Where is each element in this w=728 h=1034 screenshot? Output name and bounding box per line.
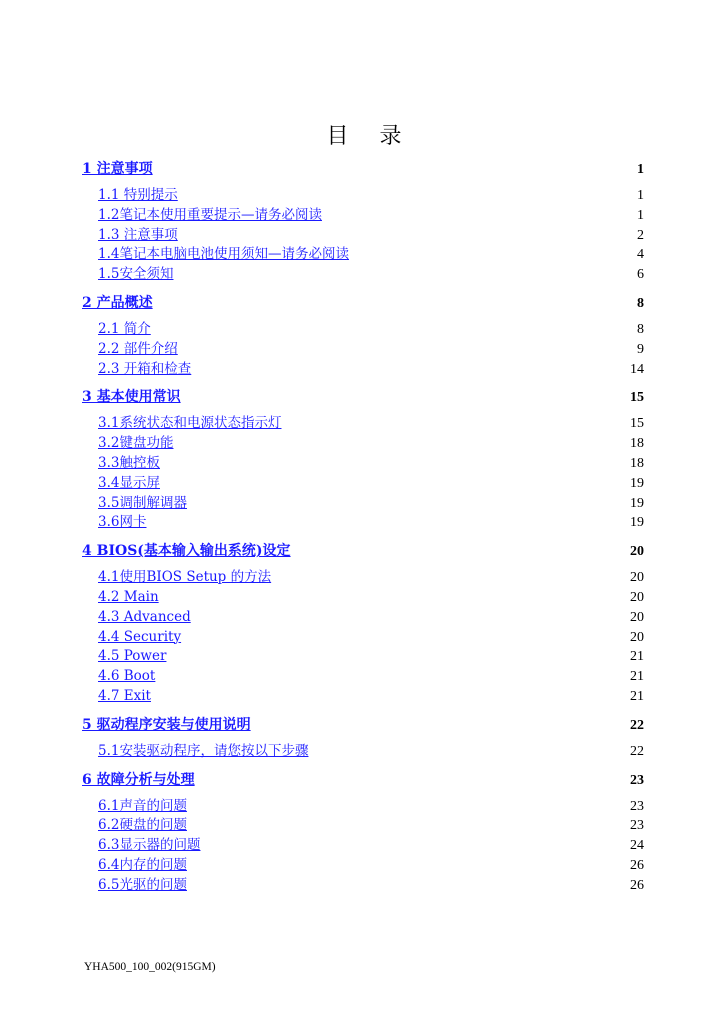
toc-section-row <box>82 816 644 836</box>
toc-chapter-link[interactable]: 5 驱动程序安装与使用说明 <box>82 716 251 733</box>
toc-page-number: 23 <box>630 772 644 788</box>
toc-section-link[interactable]: 6.1声音的问题 <box>98 797 187 814</box>
toc-section-link[interactable]: 3.2键盘功能 <box>98 435 174 452</box>
toc-section-list <box>82 320 644 379</box>
toc-section-row <box>82 687 644 707</box>
toc-chapter-3 <box>82 386 644 533</box>
toc-chapter-2 <box>82 292 644 379</box>
toc-chapter-4 <box>82 540 644 707</box>
toc-section-link[interactable]: 3.1系统状态和电源状态指示灯 <box>98 415 282 432</box>
toc-section-link[interactable]: 2.2 部件介绍 <box>98 340 178 357</box>
toc-section-link[interactable]: 4.6 Boot <box>98 668 156 685</box>
toc-section-link[interactable]: 5.1安装驱动程序，请您按以下步骤 <box>98 742 309 759</box>
toc-section-row <box>82 494 644 514</box>
toc-page-number: 8 <box>637 321 644 337</box>
toc-section-link[interactable]: 2.3 开箱和检查 <box>98 360 192 377</box>
toc-section-row <box>82 742 644 762</box>
toc-section-row <box>82 206 644 226</box>
toc-chapter-link[interactable]: 3 基本使用常识 <box>82 389 181 406</box>
toc-section-link[interactable]: 6.4内存的问题 <box>98 856 187 873</box>
toc-page-number: 21 <box>630 669 644 685</box>
toc-section-row <box>82 434 644 454</box>
toc-page-number: 24 <box>630 838 644 854</box>
toc-section-row <box>82 226 644 246</box>
toc-section-list <box>82 568 644 707</box>
toc-section-link[interactable]: 4.3 Advanced <box>98 608 191 625</box>
toc-page-number: 1 <box>637 162 644 177</box>
toc-section-row <box>82 876 644 896</box>
toc-chapter-row <box>82 158 644 180</box>
toc-section-link[interactable]: 1.5安全须知 <box>98 266 174 283</box>
toc-page-number: 15 <box>630 416 644 432</box>
toc-chapter-row <box>82 386 644 408</box>
toc-page-number: 20 <box>630 544 644 560</box>
toc-chapter-link[interactable]: 2 产品概述 <box>82 294 153 311</box>
toc-chapter-row <box>82 540 644 562</box>
toc-chapter-6 <box>82 769 644 896</box>
toc-page-number: 1 <box>637 207 644 223</box>
toc-page-number: 22 <box>630 717 644 733</box>
toc-page-number: 26 <box>630 857 644 873</box>
toc-section-list <box>82 186 644 285</box>
toc-page-number: 23 <box>630 798 644 814</box>
toc-page-number: 20 <box>630 570 644 586</box>
toc-section-link[interactable]: 1.1 特别提示 <box>98 187 178 203</box>
toc-section-row <box>82 513 644 533</box>
toc-page-number: 1 <box>637 188 644 203</box>
toc-section-link[interactable]: 3.5调制解调器 <box>98 494 187 511</box>
toc-page-number: 21 <box>630 649 644 665</box>
toc-section-row <box>82 340 644 360</box>
toc-section-row <box>82 836 644 856</box>
toc-section-row <box>82 608 644 628</box>
toc-page-number: 14 <box>630 361 644 377</box>
toc-section-link[interactable]: 4.4 Security <box>98 628 182 645</box>
toc-section-row <box>82 588 644 608</box>
toc-section-link[interactable]: 3.4显示屏 <box>98 474 160 491</box>
toc-chapter-5 <box>82 714 644 762</box>
toc-section-row <box>82 568 644 588</box>
toc-chapter-row <box>82 769 644 791</box>
toc-section-row <box>82 454 644 474</box>
toc-section-link[interactable]: 1.3 注意事项 <box>98 226 178 243</box>
toc-section-row <box>82 414 644 434</box>
toc-page-number: 19 <box>630 475 644 491</box>
toc-page-number: 20 <box>630 629 644 645</box>
toc-section-link[interactable]: 6.5光驱的问题 <box>98 876 187 893</box>
toc-section-row <box>82 667 644 687</box>
toc-page-number: 4 <box>637 247 644 263</box>
toc-page-number: 8 <box>637 295 644 311</box>
toc-page-number: 19 <box>630 495 644 511</box>
toc-page-number: 20 <box>630 609 644 625</box>
toc-section-list <box>82 797 644 896</box>
toc-section-row <box>82 647 644 667</box>
toc-page-number: 22 <box>630 743 644 759</box>
toc-section-row <box>82 186 644 206</box>
toc-page-number: 23 <box>630 818 644 834</box>
toc-chapter-link[interactable]: 1 注意事项 <box>82 161 153 177</box>
toc-page-number: 15 <box>630 390 644 406</box>
toc-section-link[interactable]: 3.3触控板 <box>98 454 160 471</box>
toc-page-number: 18 <box>630 455 644 471</box>
toc-chapter-link[interactable]: 4 BIOS(基本输入输出系统)设定 <box>82 543 291 560</box>
toc-page-number: 26 <box>630 877 644 893</box>
page-title: 目 录 <box>326 123 414 149</box>
toc-section-link[interactable]: 6.3显示器的问题 <box>98 837 201 854</box>
toc-chapter-1 <box>82 158 644 285</box>
toc-section-row <box>82 360 644 380</box>
toc-section-row <box>82 628 644 648</box>
toc-section-link[interactable]: 4.2 Main <box>98 588 159 605</box>
toc-section-row <box>82 797 644 817</box>
toc-section-link[interactable]: 4.7 Exit <box>98 687 151 704</box>
toc-chapter-row <box>82 714 644 736</box>
table-of-contents <box>82 156 644 903</box>
toc-chapter-link[interactable]: 6 故障分析与处理 <box>82 771 195 788</box>
toc-page-number: 18 <box>630 436 644 452</box>
toc-section-link[interactable]: 1.4笔记本电脑电池使用须知—请务必阅读 <box>98 246 349 263</box>
toc-page-number: 9 <box>637 341 644 357</box>
toc-page-number: 6 <box>637 267 644 283</box>
toc-section-link[interactable]: 3.6网卡 <box>98 514 147 531</box>
toc-section-link[interactable]: 2.1 简介 <box>98 320 151 337</box>
toc-section-link[interactable]: 4.5 Power <box>98 648 167 665</box>
toc-section-row <box>82 856 644 876</box>
toc-section-link[interactable]: 4.1使用BIOS Setup 的方法 <box>98 569 272 586</box>
toc-page-number: 19 <box>630 515 644 531</box>
toc-section-row <box>82 474 644 494</box>
document-footer: YHA500_100_002(915GM) <box>84 961 216 973</box>
toc-section-list <box>82 742 644 762</box>
toc-section-row <box>82 245 644 265</box>
toc-page-number: 21 <box>630 688 644 704</box>
toc-section-row <box>82 265 644 285</box>
toc-section-row <box>82 320 644 340</box>
toc-section-link[interactable]: 6.2硬盘的问题 <box>98 817 187 834</box>
toc-chapter-row <box>82 292 644 314</box>
toc-page-number: 20 <box>630 589 644 605</box>
toc-section-link[interactable]: 1.2笔记本使用重要提示—请务必阅读 <box>98 206 322 223</box>
toc-page-number: 2 <box>637 227 644 243</box>
toc-section-list <box>82 414 644 533</box>
